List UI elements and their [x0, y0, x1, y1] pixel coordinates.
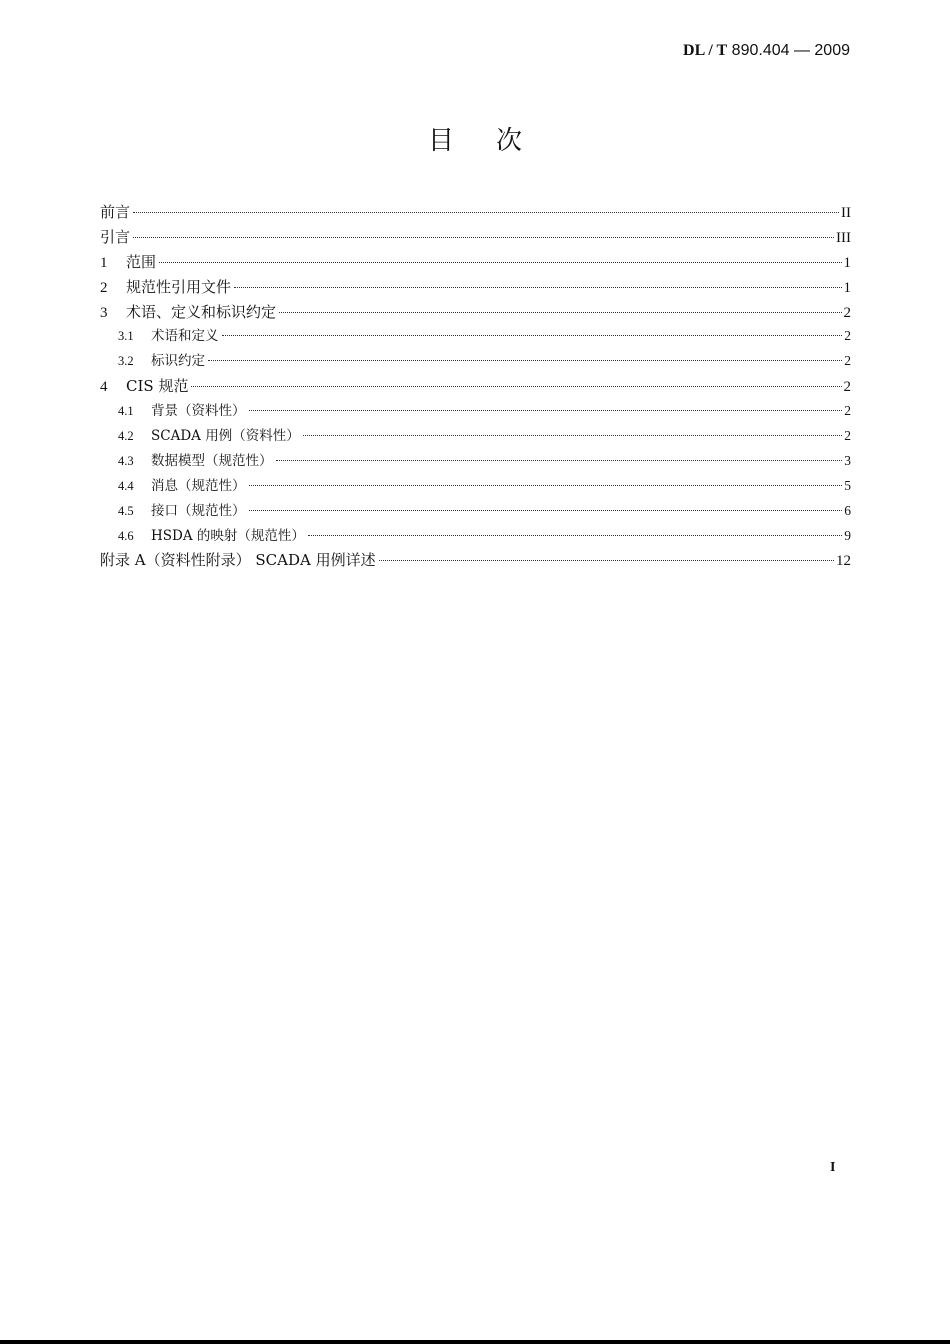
standard-prefix: DL / T: [683, 42, 728, 59]
toc-entry[interactable]: [100, 424, 851, 449]
toc-entry-page: 1: [843, 279, 851, 296]
toc-entry-page: 5: [844, 477, 851, 493]
toc-entry-number: 3.2: [118, 354, 134, 369]
table-of-contents: [100, 200, 851, 573]
toc-entry-label: 前言: [100, 203, 131, 221]
toc-entry[interactable]: [100, 324, 851, 349]
toc-entry-page: 2: [844, 428, 851, 444]
standard-code: [683, 42, 850, 60]
toc-entry-label: 引言: [100, 227, 131, 246]
toc-entry-label: 术语和定义: [151, 328, 219, 345]
standard-number: 890.404 — 2009: [731, 42, 850, 59]
toc-entry[interactable]: [100, 499, 851, 524]
toc-entry-number: 4.3: [118, 453, 134, 468]
toc-entry[interactable]: [100, 449, 851, 474]
toc-dot-leader: [276, 460, 843, 461]
title-char-1: 目: [427, 126, 454, 156]
toc-entry[interactable]: [100, 374, 851, 399]
bottom-border: [0, 1340, 950, 1344]
toc-entry-label: 数据模型（规范性）: [151, 452, 273, 469]
toc-dot-leader: [379, 560, 834, 561]
toc-entry-page: 12: [836, 553, 851, 570]
toc-entry-number: 1: [100, 254, 108, 271]
toc-dot-leader: [249, 510, 843, 511]
toc-entry-label: SCADA 用例（资料性）: [151, 428, 300, 445]
toc-entry[interactable]: [100, 399, 851, 424]
toc-dot-leader: [234, 287, 841, 288]
toc-entry-page: 1: [843, 254, 851, 271]
toc-entry-number: 4.5: [118, 503, 134, 518]
toc-entry-label: 规范性引用文件: [126, 277, 232, 296]
toc-entry-number: 4.6: [118, 528, 134, 543]
toc-entry-number: 3.1: [118, 329, 134, 344]
toc-entry-page: II: [841, 205, 851, 221]
toc-dot-leader: [308, 535, 842, 536]
toc-entry[interactable]: [100, 524, 851, 549]
toc-entry-label: HSDA 的映射（规范性）: [151, 527, 305, 544]
toc-entry-page: 2: [844, 328, 851, 344]
toc-dot-leader: [249, 485, 843, 486]
toc-entry[interactable]: [100, 474, 851, 499]
footer-page-number: I: [830, 1160, 836, 1175]
toc-dot-leader: [133, 212, 839, 213]
toc-entry[interactable]: [100, 349, 851, 374]
toc-entry[interactable]: [100, 300, 851, 325]
toc-entry-page: 9: [844, 527, 851, 543]
toc-entry-label: 背景（资料性）: [151, 403, 246, 420]
toc-entry-page: 2: [844, 353, 851, 369]
toc-entry-page: 2: [843, 304, 851, 321]
toc-entry-page: 6: [844, 502, 851, 518]
toc-dot-leader: [279, 312, 841, 313]
toc-dot-leader: [208, 360, 842, 361]
toc-entry-number: 4: [100, 379, 108, 396]
toc-dot-leader: [222, 335, 843, 336]
toc-entry-page: 3: [844, 452, 851, 468]
toc-entry-number: 4.4: [118, 478, 134, 493]
toc-entry[interactable]: [100, 200, 851, 225]
toc-entry[interactable]: [100, 548, 851, 573]
toc-entry-number: 4.1: [118, 404, 134, 419]
page-title: [0, 120, 950, 157]
toc-dot-leader: [159, 262, 841, 263]
toc-entry-number: 2: [100, 279, 108, 296]
toc-dot-leader: [133, 237, 834, 238]
toc-dot-leader: [191, 386, 841, 387]
toc-entry-number: 3: [100, 304, 108, 321]
toc-entry-number: 4.2: [118, 429, 134, 444]
toc-entry-label: 附录 A（资料性附录） SCADA 用例详述: [100, 551, 376, 570]
toc-entry-label: CIS 规范: [126, 377, 189, 396]
toc-entry[interactable]: [100, 225, 851, 250]
toc-entry[interactable]: [100, 275, 851, 300]
toc-entry-page: 2: [844, 403, 851, 419]
toc-entry-label: 接口（规范性）: [151, 502, 246, 519]
toc-dot-leader: [249, 410, 843, 411]
toc-entry-page: III: [836, 229, 851, 246]
toc-entry-label: 范围: [126, 252, 157, 271]
toc-dot-leader: [303, 435, 843, 436]
toc-entry-page: 2: [843, 379, 851, 396]
title-char-2: 次: [496, 126, 523, 156]
toc-entry-label: 术语、定义和标识约定: [126, 302, 277, 321]
toc-entry-label: 消息（规范性）: [151, 477, 246, 494]
toc-entry[interactable]: [100, 250, 851, 275]
toc-entry-label: 标识约定: [151, 353, 205, 370]
